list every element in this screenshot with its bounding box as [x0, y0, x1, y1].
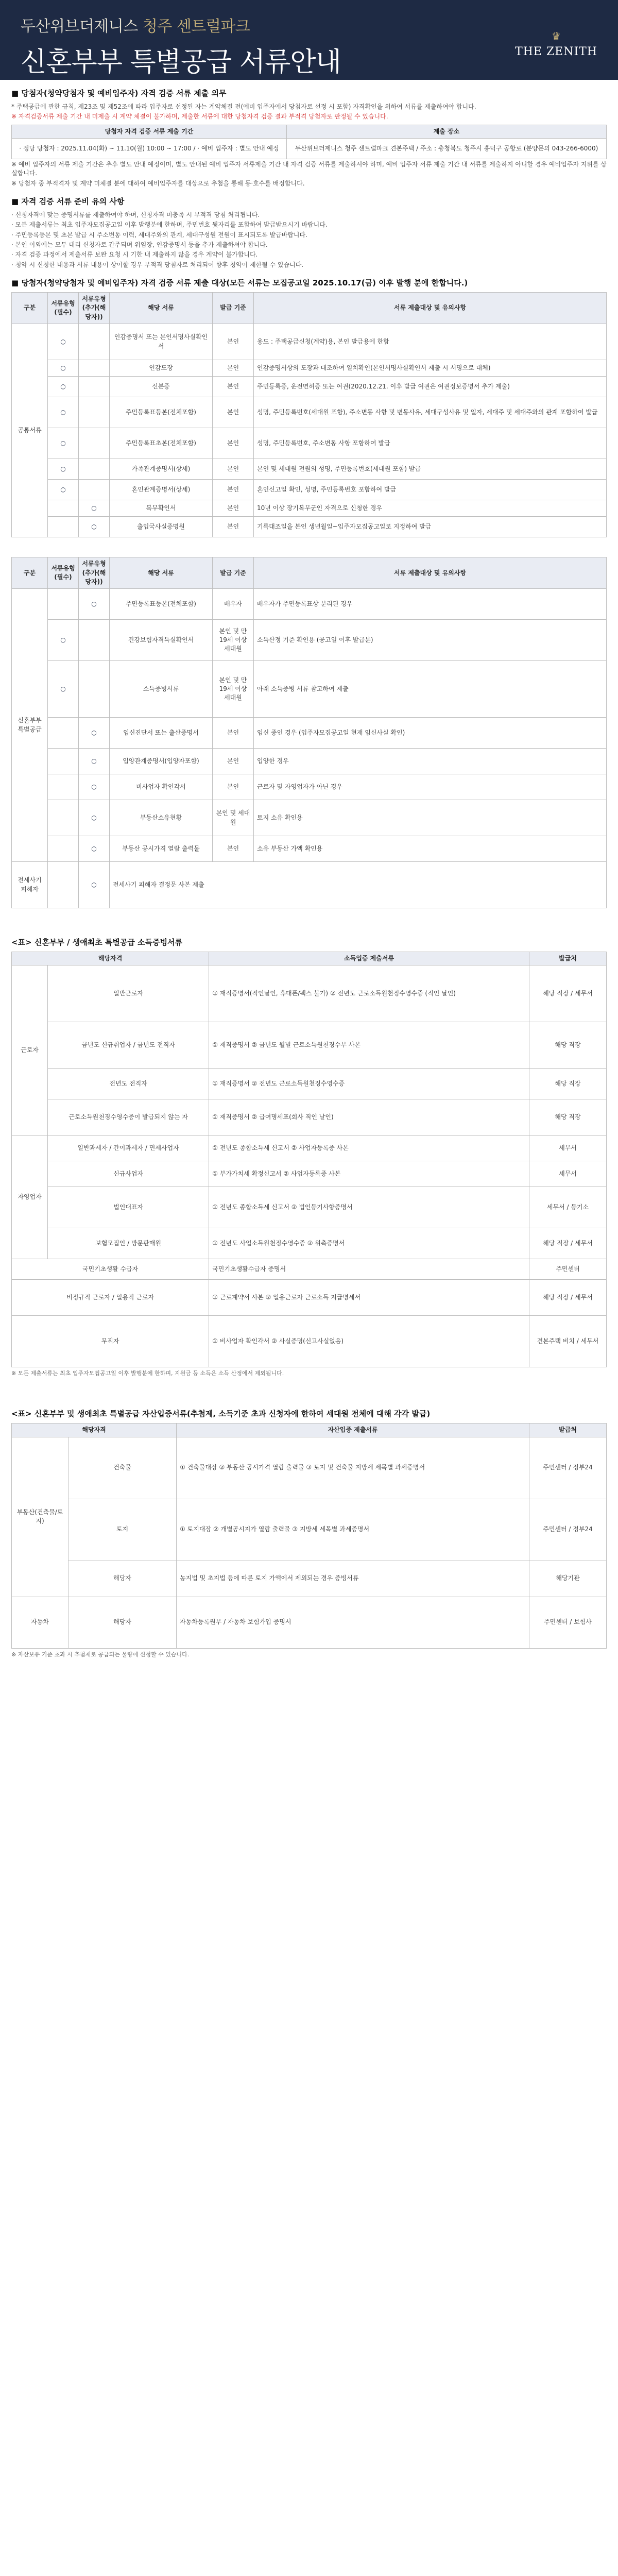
income-kind: 보험모집인 / 방문판매원	[48, 1228, 209, 1259]
group-label: 부동산(건축물/토지)	[12, 1437, 68, 1597]
optional-mark: ○	[79, 862, 110, 908]
doc-issuer: 본인 및 만19세 이상 세대원	[213, 620, 254, 661]
required-mark: ○	[48, 480, 79, 500]
doc-issuer: 본인	[213, 377, 254, 397]
caution-line: · 신청자격에 맞는 증명서류를 제출하여야 하며, 신청자격 미충족 시 부적격 당첨 처리됩니다.	[11, 211, 260, 218]
asset-issuer: 해당기관	[529, 1561, 607, 1597]
doc-note: 인감증명서상의 도장과 대조하여 일치확인(본인서명사실확인서 제출 시 서명으로 대체)	[254, 360, 607, 377]
table-row	[12, 718, 607, 749]
asset-doc: 농지법 및 초지법 등에 따른 토지 가액에서 제외되는 경우 증빙서류	[177, 1561, 529, 1597]
crown-icon: ♛	[552, 30, 561, 42]
doc-name: 임신진단서 또는 출산증명서	[110, 718, 213, 749]
table-row	[12, 1597, 607, 1648]
table-row	[12, 517, 607, 537]
caution-line: · 모든 제출서류는 최초 입주자모집공고일 이후 발행분에 한하며, 주민번호 뒷자리를 포함하여 발급받으시기 바랍니다.	[11, 221, 328, 229]
section-asset-proof-title: <표> 신혼부부 및 생애최초 특별공급 자산입증서류(추첨제, 소득기준 초과 신청자에 한하여 세대원 전체에 대해 각각 발급)	[11, 1409, 431, 1419]
submission-schedule-table	[11, 125, 607, 159]
asset-doc: ① 토지대장 ② 개별공시지가 열람 출력물 ③ 지방세 세목별 과세증명서	[177, 1499, 529, 1561]
doc-note: 아래 소득증빙 서류 참고하여 제출	[254, 661, 607, 718]
doc-issuer: 본인	[213, 836, 254, 862]
table-row	[12, 774, 607, 800]
doc-issuer: 본인	[213, 480, 254, 500]
asset-doc: 자동차등록원부 / 자동차 보험가입 증명서	[177, 1597, 529, 1648]
doc-note: 혼인신고일 확인, 성명, 주민등록번호 포함하여 발급	[254, 480, 607, 500]
notice-line: ※ 당첨자 중 부적격자 및 계약 미체결 분에 대하여 예비입주자를 대상으로 추첨을 통해 동·호수를 배정합니다.	[11, 179, 305, 187]
doc-name: 인감도장	[110, 360, 213, 377]
doc-issuer: 본인 및 세대원	[213, 800, 254, 836]
table-header: 발급처	[529, 1423, 607, 1437]
income-doc: ① 부가가치세 확정신고서 ② 사업자등록증 사본	[209, 1161, 529, 1187]
optional-mark: ○	[79, 517, 110, 537]
table-row	[12, 377, 607, 397]
table-row	[12, 500, 607, 517]
income-issuer: 해당 직장 / 세무서	[529, 1280, 607, 1316]
doc-name: 부동산 공시가격 열람 출력물	[110, 836, 213, 862]
table-row	[12, 836, 607, 862]
doc-name: 가족관계증명서(상세)	[110, 459, 213, 480]
income-kind: 신규사업자	[48, 1161, 209, 1187]
doc-name: 입양관계증명서(입양자포함)	[110, 749, 213, 774]
caution-line: · 주민등록등본 및 초본 발급 시 주소변동 이력, 세대주와의 관계, 세대구성원 전원이 표시되도록 발급바랍니다.	[11, 231, 307, 239]
required-mark: ○	[48, 324, 79, 360]
income-kind: 일반과세자 / 간이과세자 / 면세사업자	[48, 1136, 209, 1161]
income-kind: 무직자	[12, 1316, 209, 1367]
table-row	[12, 800, 607, 836]
doc-name: 주민등록표등본(전체포함)	[110, 397, 213, 428]
income-issuer: 해당 직장 / 세무서	[529, 965, 607, 1022]
doc-name: 비사업자 확인각서	[110, 774, 213, 800]
asset-proof-table	[11, 1423, 607, 1648]
income-issuer: 해당 직장	[529, 1022, 607, 1069]
doc-note: 용도 : 주택공급신청(계약)용, 본인 발급용에 한함	[254, 324, 607, 360]
section-doc-list-title: ■ 당첨자(청약당첨자 및 예비입주자) 자격 검증 서류 제출 대상(모든 서류는 모집공고일 2025.10.17(금) 이후 발행 분에 한합니다.)	[11, 278, 468, 288]
asset-issuer: 주민센터 / 정부24	[529, 1499, 607, 1561]
group-label: 자영업자	[12, 1136, 48, 1259]
table-row	[12, 428, 607, 459]
doc-name: 인감증명서 또는 본인서명사실확인서	[110, 324, 213, 360]
caution-line: · 청약 시 신청한 내용과 서류 내용이 상이할 경우 부적격 당첨자로 처리되어 향후 청약이 제한될 수 있습니다.	[11, 261, 304, 268]
asset-kind: 해당자	[68, 1597, 177, 1648]
table-row	[12, 1316, 607, 1367]
table-header: 구분	[12, 557, 48, 589]
section-submission-duty-title: ■ 당첨자(청약당첨자 및 예비입주자) 자격 검증 서류 제출 의무	[11, 89, 227, 98]
table-row	[12, 1069, 607, 1099]
asset-doc: ① 건축물대장 ② 부동산 공시가격 열람 출력물 ③ 토지 및 건축물 지방세 세목별 과세증명서	[177, 1437, 529, 1499]
asset-kind: 해당자	[68, 1561, 177, 1597]
doc-note: 본인 및 세대원 전원의 성명, 주민등록번호(세대원 포함) 발급	[254, 459, 607, 480]
optional-mark: ○	[79, 500, 110, 517]
doc-note: 근로자 및 자영업자가 아닌 경우	[254, 774, 607, 800]
notice-line: * 주택공급에 관한 규칙, 제23조 및 제52조에 따라 입주자로 선정된 자는 계약체결 전(예비 입주자에서 당첨자로 선정 시 포함) 자격확인을 위하여 서류를 제출하여야 합니다.	[11, 103, 476, 110]
income-doc: ① 재직증명서(직인날인, 휴대폰/팩스 불가) ② 전년도 근로소득원천징수영수증 (직인 날인)	[209, 965, 529, 1022]
doc-name: 주민등록표등본(전체포함)	[110, 589, 213, 620]
doc-note: 토지 소유 확인용	[254, 800, 607, 836]
doc-issuer: 본인	[213, 397, 254, 428]
income-proof-table	[11, 952, 607, 1367]
income-kind: 근로소득원천징수영수증이 발급되지 않는 자	[48, 1099, 209, 1136]
footnote: ※ 자산보유 기준 초과 시 추첨제로 공급되는 물량에 신청할 수 있습니다.	[11, 1651, 190, 1658]
table-header: 서류 제출대상 및 유의사항	[254, 557, 607, 589]
income-doc: ① 전년도 사업소득원천징수영수증 ② 위촉증명서	[209, 1228, 529, 1259]
doc-note: 소유 부동산 가액 확인용	[254, 836, 607, 862]
required-mark: ○	[48, 377, 79, 397]
table-row	[12, 749, 607, 774]
table-row	[12, 661, 607, 718]
optional-mark: ○	[79, 836, 110, 862]
header-subtitle	[21, 15, 597, 38]
table-header: 자산입증 제출서류	[177, 1423, 529, 1437]
income-kind: 일반근로자	[48, 965, 209, 1022]
table-header: 해당 서류	[110, 292, 213, 324]
table-header: 해당자격	[12, 952, 209, 965]
asset-issuer: 주민센터 / 보험사	[529, 1597, 607, 1648]
notice-line: ※ 자격검증서류 제출 기간 내 미제출 시 계약 체결이 불가하며, 제출한 서류에 대한 당첨자격 검증 결과 부적격 당첨자로 판정될 수 있습니다.	[11, 113, 388, 121]
income-issuer: 해당 직장	[529, 1069, 607, 1099]
income-kind: 전년도 전직자	[48, 1069, 209, 1099]
income-doc: ① 재직증명서 ② 금년도 월별 근로소득원천징수부 사본	[209, 1022, 529, 1069]
income-issuer: 해당 직장 / 세무서	[529, 1228, 607, 1259]
doc-issuer: 본인 및 만19세 이상 세대원	[213, 661, 254, 718]
caution-line: · 본인 이외에는 모두 대리 신청자로 간주되며 위임장, 인감증명서 등을 추가 제출하셔야 합니다.	[11, 241, 268, 249]
doc-note: 임신 중인 경우 (입주자모집공고일 현재 임신사실 확인)	[254, 718, 607, 749]
required-mark: ○	[48, 661, 79, 718]
page-title: 신혼부부 특별공급 서류안내	[21, 46, 341, 78]
caution-line: · 자격 검증 과정에서 제출서류 보완 요청 시 기한 내 제출하지 않을 경우 계약이 불가합니다.	[11, 251, 258, 259]
notice-line: ※ 예비 입주자의 서류 제출 기간은 추후 별도 안내 예정이며, 별도 안내된 예비 입주자 서류제출 기간 내 자격 검증 서류를 제출하셔야 하며, 예비 입주자 서류 제출 기간 내 서류를 제출하지 아니할 경우 예비입주자 지위를 상실합니다.	[11, 160, 607, 177]
table-row	[12, 1280, 607, 1316]
table-row	[12, 397, 607, 428]
table-header: 발급 기준	[213, 292, 254, 324]
optional-mark: ○	[79, 718, 110, 749]
table-row	[12, 1099, 607, 1136]
required-mark: ○	[48, 459, 79, 480]
table-row	[12, 1259, 607, 1280]
table-row	[12, 480, 607, 500]
income-issuer: 주민센터	[529, 1259, 607, 1280]
table-row	[12, 459, 607, 480]
table-row	[12, 1499, 607, 1561]
doc-note: 성명, 주민등록번호(세대원 포함), 주소변동 사항 및 변동사유, 세대구성사유 및 일자, 세대주 및 세대주와의 관계 포함하여 발급	[254, 397, 607, 428]
table-header: 서류 제출대상 및 유의사항	[254, 292, 607, 324]
doc-name: 건강보험자격득실확인서	[110, 620, 213, 661]
table-header: 구분	[12, 292, 48, 324]
income-issuer: 세무서	[529, 1161, 607, 1187]
section-caution-title: ■ 자격 검증 서류 준비 유의 사항	[11, 197, 125, 207]
required-mark: ○	[48, 428, 79, 459]
logo-text: THE ZENITH	[514, 45, 597, 58]
required-mark: ○	[48, 360, 79, 377]
table-header: 당첨자 자격 검증 서류 제출 기간	[12, 125, 287, 138]
asset-kind: 건축물	[68, 1437, 177, 1499]
income-kind: 국민기초생활 수급자	[12, 1259, 209, 1280]
optional-mark: ○	[79, 589, 110, 620]
income-doc: ① 재직증명서 ② 급여명세표(회사 직인 날인)	[209, 1099, 529, 1136]
income-kind: 비정규직 근로자 / 일용직 근로자	[12, 1280, 209, 1316]
doc-name: 주민등록표초본(전체포함)	[110, 428, 213, 459]
income-doc: 국민기초생활수급자 증명서	[209, 1259, 529, 1280]
doc-name: 소득증빙서류	[110, 661, 213, 718]
table-row	[12, 965, 607, 1022]
income-doc: ① 비사업자 확인각서 ② 사실증명(신고사실없음)	[209, 1316, 529, 1367]
table-header: 서류유형(필수)	[48, 292, 79, 324]
table-row	[12, 1561, 607, 1597]
table-header: 제출 장소	[286, 125, 606, 138]
table-header: 서류유형(추가(해당자))	[79, 557, 110, 589]
optional-mark: ○	[79, 774, 110, 800]
table-row	[12, 1022, 607, 1069]
section-income-proof-title: <표> 신혼부부 / 생애최초 특별공급 소득증빙서류	[11, 938, 183, 947]
income-doc: ① 전년도 종합소득세 신고서 ② 법인등기사항증명서	[209, 1187, 529, 1228]
newlywed-docs-table	[11, 557, 607, 908]
table-header: 해당자격	[12, 1423, 177, 1437]
group-label: 전세사기 피해자	[12, 862, 48, 908]
doc-issuer: 본인	[213, 718, 254, 749]
doc-note: 소득산정 기준 확인용 (공고일 이후 발급분)	[254, 620, 607, 661]
asset-kind: 토지	[68, 1499, 177, 1561]
brand-name: 두산위브더제니스	[21, 18, 138, 36]
income-issuer: 견본주택 비치 / 세무서	[529, 1316, 607, 1367]
table-row	[12, 1136, 607, 1161]
doc-issuer: 본인	[213, 517, 254, 537]
required-mark: ○	[48, 620, 79, 661]
group-label: 공통서류	[12, 324, 48, 537]
income-doc: ① 근로계약서 사본 ② 일용근로자 근로소득 지급명세서	[209, 1280, 529, 1316]
doc-issuer: 본인	[213, 749, 254, 774]
income-doc: ① 전년도 종합소득세 신고서 ② 사업자등록증 사본	[209, 1136, 529, 1161]
doc-issuer: 배우자	[213, 589, 254, 620]
common-docs-table	[11, 292, 607, 537]
table-row	[12, 1437, 607, 1499]
table-header: 서류유형(필수)	[48, 557, 79, 589]
doc-issuer: 본인	[213, 500, 254, 517]
footnote: ※ 모든 제출서류는 최초 입주자모집공고일 이후 발행분에 한하며, 지원금 등 소득은 소득 산정에서 제외됩니다.	[11, 1370, 284, 1377]
income-issuer: 세무서	[529, 1136, 607, 1161]
doc-name: 신분증	[110, 377, 213, 397]
income-issuer: 해당 직장	[529, 1099, 607, 1136]
page-header	[0, 0, 618, 80]
doc-issuer: 본인	[213, 428, 254, 459]
table-cell: 두산위브더제니스 청주 센트럴파크 견본주택 / 주소 : 충청북도 청주시 흥덕구 공항로 (분양문의 043-266-6000)	[286, 138, 606, 159]
table-row	[12, 620, 607, 661]
doc-name: 부동산소유현황	[110, 800, 213, 836]
doc-note: 전세사기 피해자 결정문 사본 제출	[110, 862, 607, 908]
doc-note: 입양한 경우	[254, 749, 607, 774]
table-cell: · 정당 당첨자 : 2025.11.04(화) ~ 11.10(월) 10:00 ~ 17:00 / · 예비 입주자 : 별도 안내 예정	[12, 138, 287, 159]
optional-mark: ○	[79, 749, 110, 774]
zenith-logo	[515, 29, 597, 60]
doc-name: 혼인관계증명서(상세)	[110, 480, 213, 500]
doc-issuer: 본인	[213, 774, 254, 800]
doc-name: 복무확인서	[110, 500, 213, 517]
doc-note: 성명, 주민등록번호, 주소변동 사항 포함하여 발급	[254, 428, 607, 459]
income-kind: 금년도 신규취업자 / 금년도 전직자	[48, 1022, 209, 1069]
group-label: 자동차	[12, 1597, 68, 1648]
table-header: 발급 기준	[213, 557, 254, 589]
group-label: 근로자	[12, 965, 48, 1136]
income-issuer: 세무서 / 등기소	[529, 1187, 607, 1228]
group-label: 신혼부부 특별공급	[12, 589, 48, 862]
table-header: 해당 서류	[110, 557, 213, 589]
table-row	[12, 1228, 607, 1259]
income-doc: ① 재직증명서 ② 전년도 근로소득원천징수영수증	[209, 1069, 529, 1099]
table-row	[12, 589, 607, 620]
income-kind: 법인대표자	[48, 1187, 209, 1228]
table-row	[12, 1187, 607, 1228]
doc-note: 10년 이상 장기복무군인 자격으로 신청한 경우	[254, 500, 607, 517]
optional-mark: ○	[79, 800, 110, 836]
table-row	[12, 360, 607, 377]
doc-note: 주민등록증, 운전면허증 또는 여권(2020.12.21. 이후 발급 여권은 여권정보증명서 추가 제출)	[254, 377, 607, 397]
doc-note: 기록대조일을 본인 생년월일~입주자모집공고일로 지정하여 발급	[254, 517, 607, 537]
table-header: 발급처	[529, 952, 607, 965]
table-row	[12, 1161, 607, 1187]
table-header: 서류유형(추가(해당자))	[79, 292, 110, 324]
table-row	[12, 862, 607, 908]
doc-note: 배우자가 주민등록표상 분리된 경우	[254, 589, 607, 620]
doc-issuer: 본인	[213, 360, 254, 377]
doc-issuer: 본인	[213, 459, 254, 480]
table-row	[12, 324, 607, 360]
required-mark: ○	[48, 397, 79, 428]
site-name: 청주 센트럴파크	[142, 18, 250, 36]
doc-issuer: 본인	[213, 324, 254, 360]
table-header: 소득입증 제출서류	[209, 952, 529, 965]
doc-name: 출입국사실증명원	[110, 517, 213, 537]
asset-issuer: 주민센터 / 정부24	[529, 1437, 607, 1499]
